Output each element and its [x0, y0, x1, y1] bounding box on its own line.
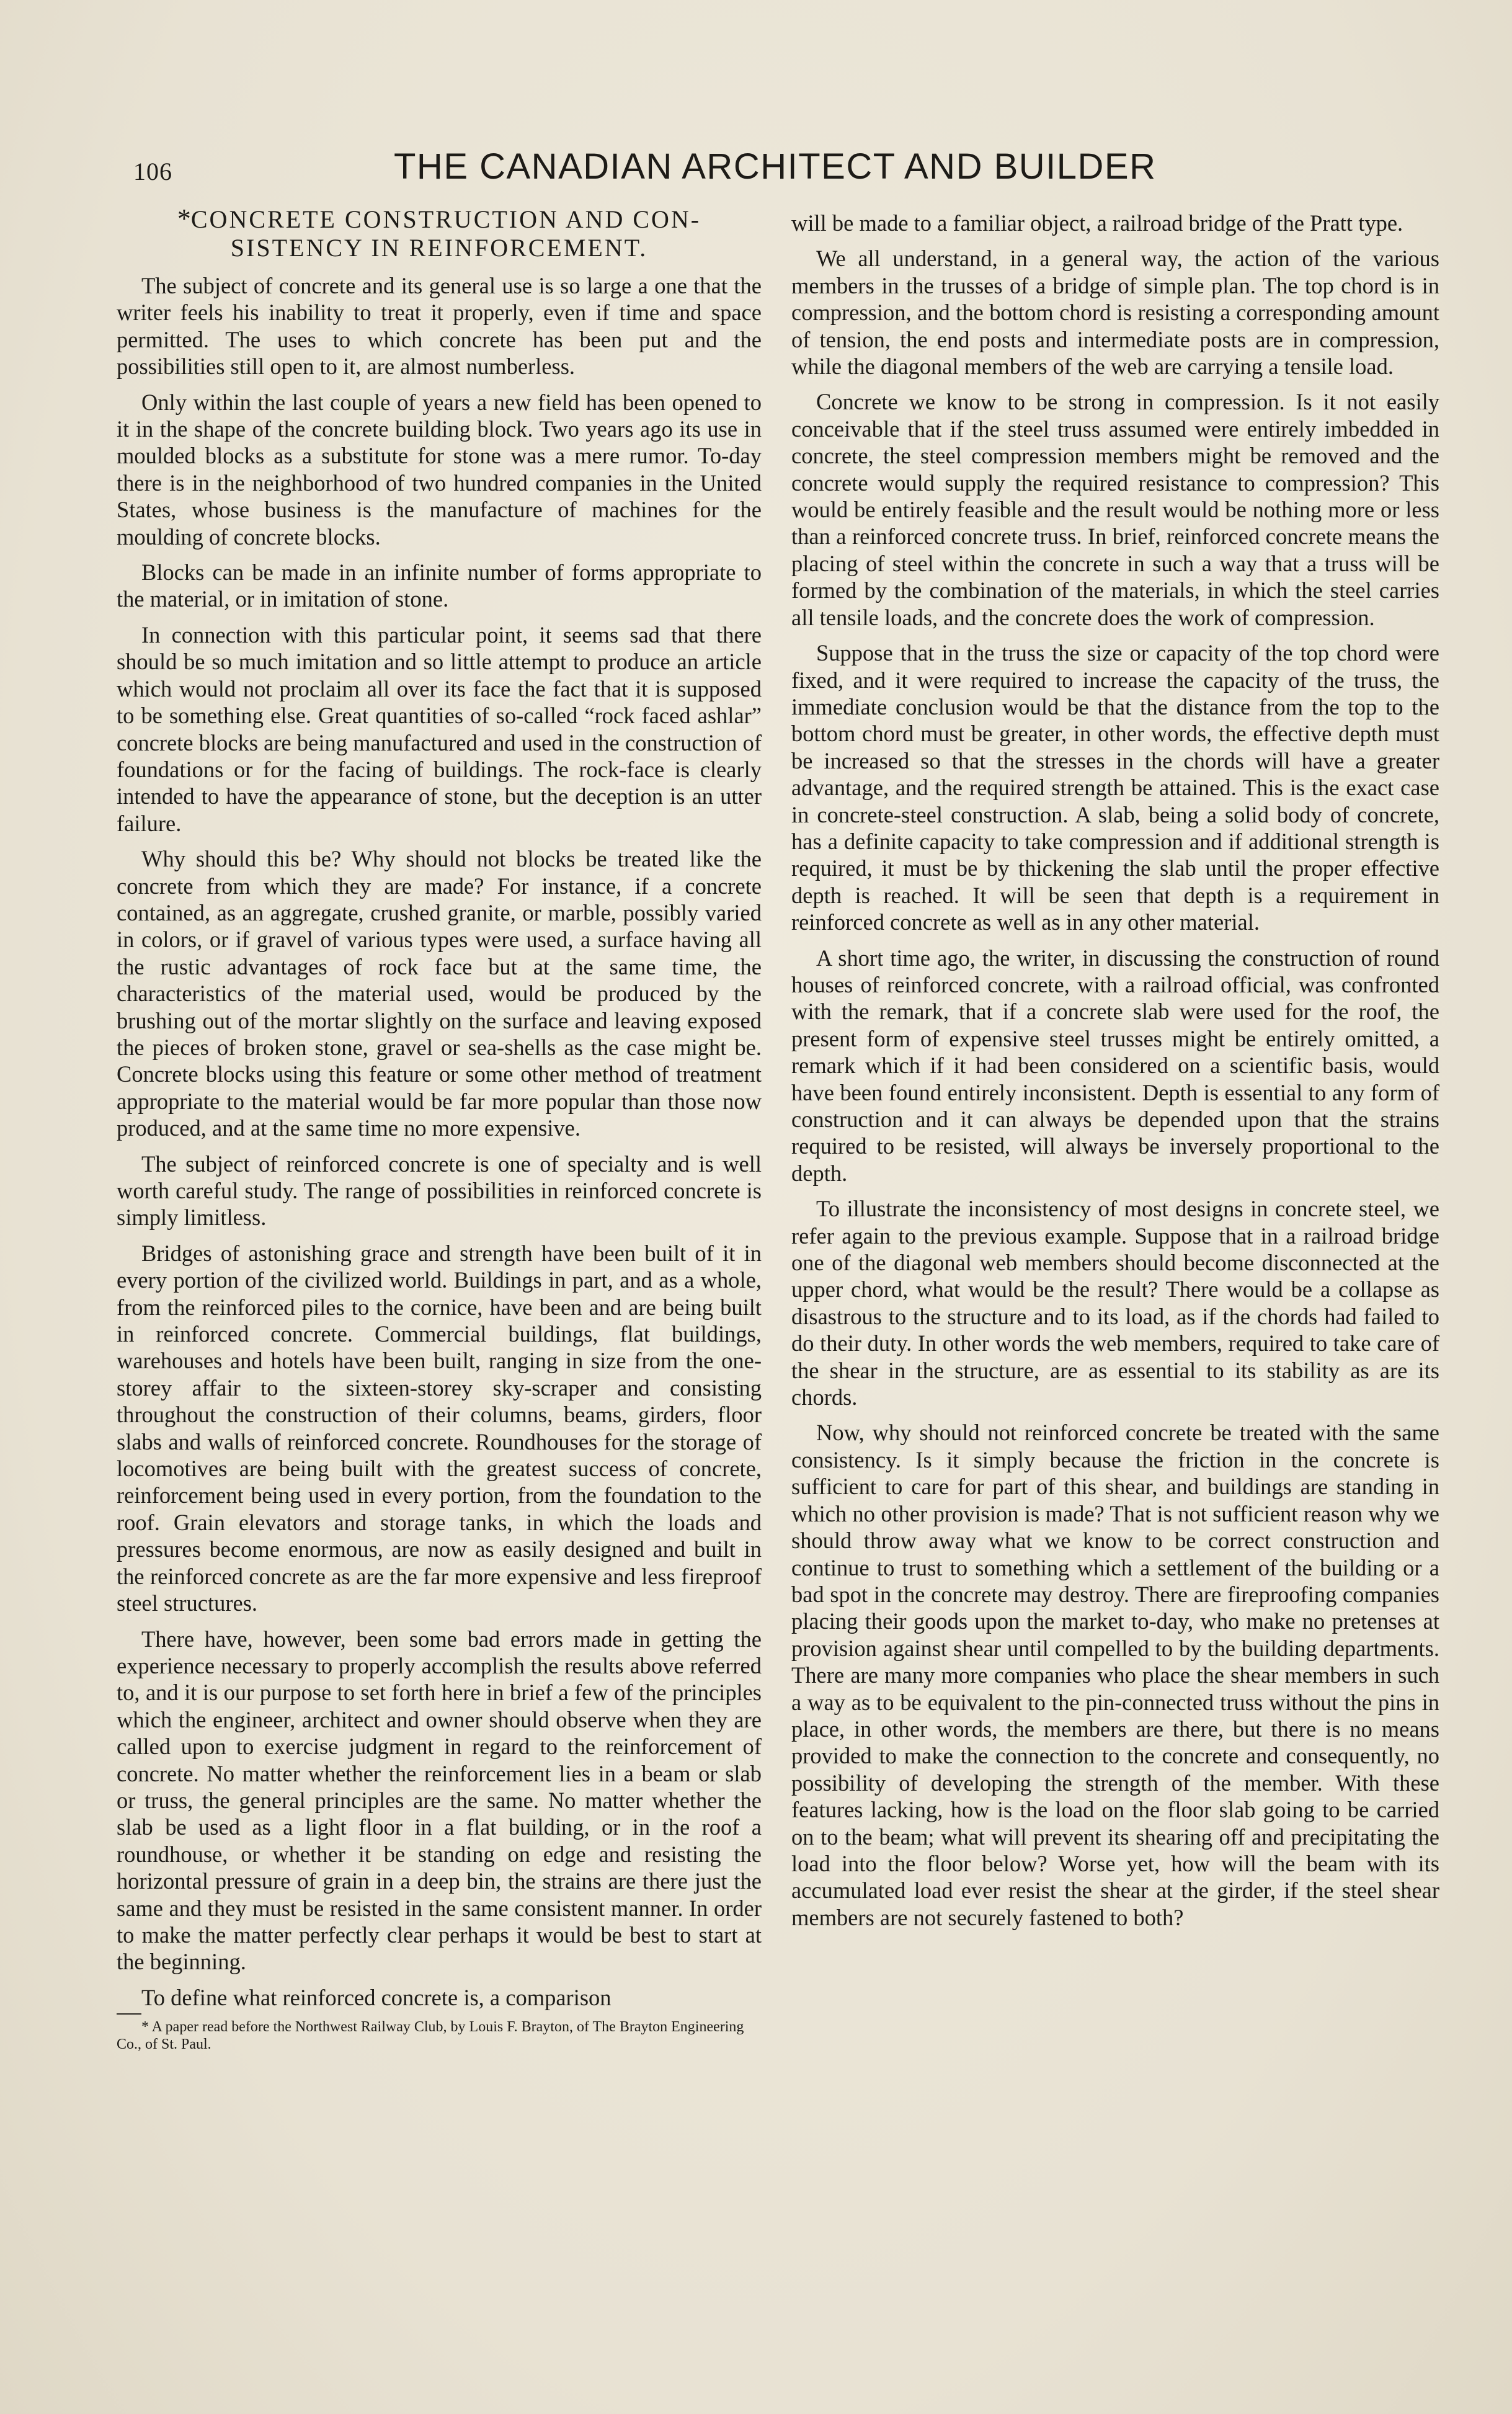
paragraph: There have, however, been some bad errors made in getting the experience necessary to properly accomplish the results above referred to, and it is our purpose to set forth here in brief a few of the principles which the engineer, architect and owner should observe when they are called upon to exercise judgment in regard to the reinforcement of concrete. No matter whether the reinforcement lies in a beam or slab or truss, the general principles are the same. No matter whether the slab be used as a light floor in a flat building, or in the roof a roundhouse, or whether it be standing on edge and resisting the horizontal pressure of grain in a deep bin, the strains are there just the same and they must be resisted in the same consistent manner. In order to make the matter perfectly clear perhaps it would be best to start at the beginning. — [117, 1626, 762, 1975]
paragraph: Now, why should not reinforced concrete be treated with the same consistency. Is it simply because the friction in the concrete is sufficient to care for part of this shear, and buildings are standing in which no other provision is made? That is not sufficient reason why we should throw away what we know to be correct construction and continue to trust to something which a settlement of the building or a bad spot in the concrete may destroy. There are fireproofing companies placing their goods upon the market to-day, who make no pretenses at provision against shear until compelled to by the building departments. There are many more companies who place the shear members in such a way as to be equivalent to the pin-connected truss without the pins in place, in other words, the members are there, but there is no means provided to make the connection to the concrete and consequently, no possibility of developing the strength of the member. With these features lacking, how is the load on the floor slab going to be carried on to the beam; what will prevent its shearing off and precipitating the load into the floor below? Worse yet, how will the beam with its accumulated load ever resist the shear at the girder, if the steel shear members are not securely fastened to both? — [791, 1420, 1439, 1930]
paragraph: Only within the last couple of years a new field has been opened to it in the shape of the concrete building block. Two years ago its use in moulded blocks as a substitute for stone was a mere rumor. To-day there is in the neighborhood of two hundred companies in the United States, whose business is the manufacture of machines for the moulding of concrete blocks. — [117, 389, 762, 550]
paragraph: Bridges of astonishing grace and strength have been built of it in every portion of the civilized world. Buildings in part, and as a whole, from the reinforced piles to the cornice, have been and are being built in reinforced concrete. Commercial buildings, flat buildings, warehouses and hotels have been built, ranging in size from the one-storey affair to the sixteen-storey sky-scraper and consisting throughout the construction of their columns, beams, girders, floor slabs and walls of reinforced concrete. Roundhouses for the storage of locomotives are being built with the greatest success of concrete, reinforcement being used in every portion, from the foundation to the roof. Grain elevators and storage tanks, in which the loads and pressures become enormous, are now as easily designed and built in the reinforced concrete as are the far more expensive and less fireproof steel structures. — [117, 1240, 762, 1616]
article-title-line-2: SISTENCY IN REINFORCEMENT. — [230, 234, 648, 262]
paragraph: Why should this be? Why should not blocks be treated like the concrete from which they are made? For instance, if a concrete contained, as an aggregate, crushed granite, or marble, possibly varied in colors, or if gravel of various types were used, a surface having all the rustic advantages of rock face but at the same time, the characteristics of the material used, would be produced by the brushing out of the mortar slightly on the surface and leaving exposed the pieces of broken stone, gravel or sea-shells as the case might be. Concrete blocks using this feature or some other method of treatment appropriate to the material would be far more popular than those now produced, and at the same time no more expensive. — [117, 846, 762, 1141]
footnote: * A paper read before the Northwest Railway Club, by Louis F. Brayton, of The Brayton Engineering Co., of St. Paul. — [117, 2019, 744, 2053]
paragraph: The subject of concrete and its general use is so large a one that the writer feels his inability to treat it properly, even if time and space permitted. The uses to which concrete has been put and the possibilities still open to it, are almost numberless. — [117, 273, 762, 380]
paragraph: The subject of reinforced concrete is one of specialty and is well worth careful study. The range of possibilities in reinforced concrete is simply limitless. — [117, 1151, 762, 1231]
right-column — [791, 210, 1439, 1940]
footnote-marker: * — [177, 203, 191, 234]
article-title-line-1: CONCRETE CONSTRUCTION AND CON- — [190, 205, 701, 233]
page-number: 106 — [133, 158, 172, 185]
page-header — [133, 146, 1448, 195]
paragraph: Concrete we know to be strong in compression. Is it not easily conceivable that if the steel truss assumed were entirely imbedded in concrete, the steel compression members might be removed and the concrete would supply the required resistance to compression? This would be entirely feasible and the result would be nothing more or less than a reinforced concrete truss. In brief, reinforced concrete means the placing of steel within the concrete in such a way that a truss will be formed by the combination of the materials, in which the steel carries all tensile loads, and the concrete does the work of compression. — [791, 389, 1439, 630]
paragraph: A short time ago, the writer, in discussing the construction of round houses of reinforced concrete, with a railroad official, was confronted with the remark, that if a concrete slab were used for the roof, the present form of expensive steel trusses might be entirely omitted, a remark which if it had been considered on a scientific basis, would have been found entirely inconsistent. Depth is essential to any form of construction and it can always be depended upon that the strains required to be resisted, will always be inversely proportional to the depth. — [791, 945, 1439, 1186]
footnote-rule — [117, 2013, 141, 2015]
left-column — [117, 205, 762, 2062]
paragraph: To illustrate the inconsistency of most designs in concrete steel, we refer again to the previous example. Suppose that in a railroad bridge one of the diagonal web members should become disconnected at the upper chord, what would be the result? There would be a collapse as disastrous to the structure and to its load, as if the chords had failed to do their duty. In other words the web members, required to take care of the shear in the structure, are as essential to its stability as are its chords. — [791, 1196, 1439, 1410]
paragraph: In connection with this particular point, it seems sad that there should be so much imitation and so little attempt to produce an article which would not proclaim all over its face the fact that it is supposed to be something else. Great quantities of so-called “rock faced ashlar” concrete blocks are being manufactured and used in the construction of foundations or for the facing of buildings. The rock-face is clearly intended to have the appearance of stone, but the deception is an utter failure. — [117, 621, 762, 836]
paragraph: We all understand, in a general way, the action of the various members in the trusses of a bridge of simple plan. The top chord is in compression, and the bottom chord is resisting a corresponding amount of tension, the end posts and intermediate posts are in compression, while the diagonal members of the web are carrying a tensile load. — [791, 246, 1439, 380]
paragraph: To define what reinforced concrete is, a comparison — [141, 1984, 611, 2010]
journal-title: THE CANADIAN ARCHITECT AND BUILDER — [394, 146, 1157, 187]
paragraph: Blocks can be made in an infinite number of forms appropriate to the material, or in imitation of stone. — [117, 559, 762, 612]
article-title — [117, 205, 762, 262]
paragraph: Suppose that in the truss the size or capacity of the top chord were fixed, and it were required to increase the capacity of the truss, the immediate conclusion would be that the distance from the top to the bottom chord must be greater, in other words, the effective depth must be increased so that the stresses in the chords will have a greater advantage, and the required strength be attained. This is the exact case in concrete-steel construction. A slab, being a solid body of concrete, has a definite capacity to take compression and if additional strength is required, it must be by thickening the slab until the proper effective depth is reached. It will be seen that depth is a requirement in reinforced concrete as well as in any other material. — [791, 640, 1439, 935]
paragraph: will be made to a familiar object, a railroad bridge of the Pratt type. — [791, 210, 1403, 236]
